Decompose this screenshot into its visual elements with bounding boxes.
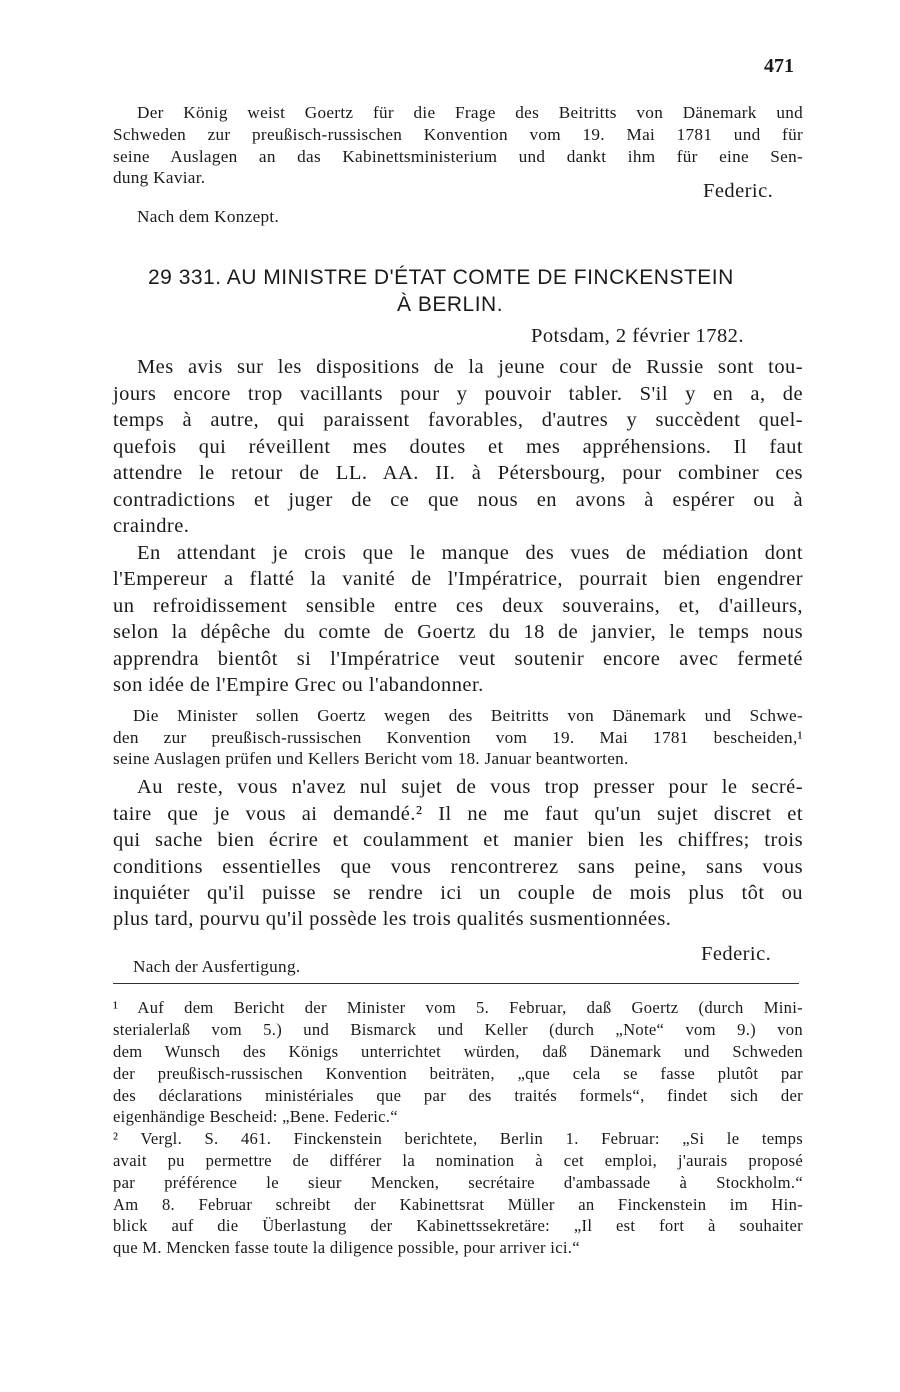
text-line: taire que je vous ai demandé.² Il ne me faut qu'un sujet discret et: [113, 803, 803, 825]
footnote-line: avait pu permettre de différer la nomination à cet emploi, j'aurais proposé: [113, 1151, 803, 1170]
text-line: craindre.: [113, 515, 190, 537]
text-line: plus tard, pourvu qu'il possède les trois qualités susmentionnées.: [113, 908, 672, 930]
footnote-line: des déclarations ministériales que par des traités formels“, findet sich der: [113, 1086, 803, 1105]
letter-heading: 29 331. AU MINISTRE D'ÉTAT COMTE DE FINCKENSTEIN: [148, 266, 734, 289]
text-line: temps à autre, qui paraissent favorables, d'autres y succèdent quel-: [113, 409, 803, 431]
footnote-line: blick auf die Überlastung der Kabinettssekretäre: „Il est fort à souhaiter: [113, 1216, 803, 1235]
footnote-line: ¹ Auf dem Bericht der Minister vom 5. Februar, daß Goertz (durch Mini-: [113, 998, 803, 1017]
text-line: conditions essentielles que vous rencontrerez sans peine, sans vous: [113, 856, 803, 878]
text-line: attendre le retour de LL. AA. II. à Pétersbourg, pour combiner ces: [113, 462, 803, 484]
text-line: un refroidissement sensible entre ces deux souverains, et, d'ailleurs,: [113, 595, 803, 617]
text-line: Au reste, vous n'avez nul sujet de vous trop presser pour le secré-: [137, 776, 803, 798]
letter-heading: À BERLIN.: [397, 293, 504, 316]
footnote-line: eigenhändige Bescheid: „Bene. Federic.“: [113, 1107, 398, 1126]
footnote-line: Am 8. Februar schreibt der Kabinettsrat Müller an Finckenstein im Hin-: [113, 1195, 803, 1214]
footnote-line: sterialerlaß vom 5.) und Bismarck und Keller (durch „Note“ vom 9.) von: [113, 1020, 803, 1039]
footnote-line: par préférence le sieur Mencken, secrétaire d'ambassade à Stockholm.“: [113, 1173, 803, 1192]
footnote-line: que M. Mencken fasse toute la diligence possible, pour arriver ici.“: [113, 1238, 580, 1257]
source-note: Nach der Ausfertigung.: [133, 957, 301, 976]
footnote-line: der preußisch-russischen Konvention beiträten, „que cela se fasse plutôt par: [113, 1064, 803, 1083]
text-line: inquiéter qu'il puisse se rendre ici un couple de mois plus tôt ou: [113, 882, 803, 904]
text-line: qui sache bien écrire et coulamment et manier bien les chiffres; trois: [113, 829, 803, 851]
note-line: den zur preußisch-russischen Konvention vom 19. Mai 1781 bescheiden,¹: [113, 728, 803, 747]
note-line: seine Auslagen prüfen und Kellers Bericht vom 18. Januar beantworten.: [113, 749, 629, 768]
text-line: apprendra bientôt si l'Impératrice veut soutenir encore avec fermeté: [113, 648, 803, 670]
summary-line: Der König weist Goertz für die Frage des Beitritts von Dänemark und: [137, 103, 803, 122]
text-line: quefois qui réveillent mes doutes et mes appréhensions. Il faut: [113, 436, 803, 458]
text-line: jours encore trop vacillants pour y pouvoir tabler. S'il y en a, de: [113, 383, 803, 405]
footnote-line: ² Vergl. S. 461. Finckenstein berichtete, Berlin 1. Februar: „Si le temps: [113, 1129, 803, 1148]
signature: Federic.: [701, 943, 772, 965]
text-line: l'Empereur a flatté la vanité de l'Impératrice, pourrait bien engendrer: [113, 568, 803, 590]
text-line: En attendant je crois que le manque des vues de médiation dont: [137, 542, 803, 564]
text-line: contradictions et juger de ce que nous en avons à espérer ou à: [113, 489, 803, 511]
text-line: son idée de l'Empire Grec ou l'abandonner.: [113, 674, 484, 696]
summary-line: dung Kaviar.: [113, 168, 206, 187]
summary-line: Schweden zur preußisch-russischen Konvention vom 19. Mai 1781 und für: [113, 125, 803, 144]
source-note: Nach dem Konzept.: [137, 207, 280, 226]
dateline: Potsdam, 2 février 1782.: [531, 325, 744, 347]
footnote-line: dem Wunsch des Königs unterrichtet würden, daß Dänemark und Schweden: [113, 1042, 803, 1061]
text-line: selon la dépêche du comte de Goertz du 18 de janvier, le temps nous: [113, 621, 803, 643]
note-line: Die Minister sollen Goertz wegen des Beitritts von Dänemark und Schwe-: [133, 706, 803, 725]
signature: Federic.: [703, 180, 774, 202]
summary-line: seine Auslagen an das Kabinettsministerium und dankt ihm für eine Sen-: [113, 147, 803, 166]
footnote-divider: [113, 983, 799, 984]
page-number: 471: [764, 55, 794, 77]
text-line: Mes avis sur les dispositions de la jeune cour de Russie sont tou-: [137, 356, 803, 378]
